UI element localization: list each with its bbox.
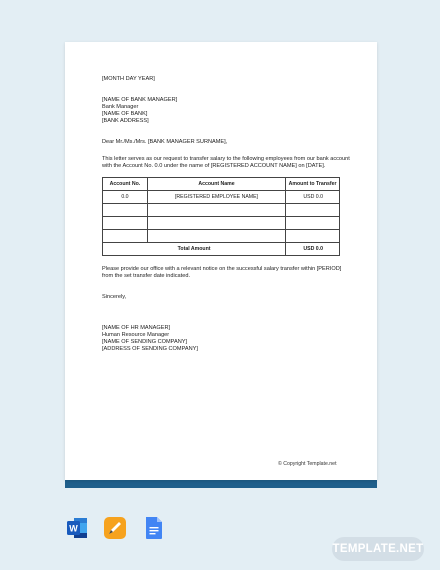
table-cell bbox=[286, 230, 340, 243]
table-cell: 0.0 bbox=[103, 191, 148, 204]
recipient-block bbox=[102, 97, 340, 125]
table-cell bbox=[286, 217, 340, 230]
closing-line: from the set transfer date indicated. bbox=[102, 273, 190, 279]
word-icon[interactable] bbox=[66, 516, 88, 545]
column-header: Account Name bbox=[147, 178, 285, 191]
sender-block bbox=[102, 325, 340, 353]
table-row bbox=[103, 191, 340, 204]
table-cell bbox=[147, 204, 285, 217]
recipient-line: [BANK ADDRESS] bbox=[102, 118, 149, 124]
table-row bbox=[103, 204, 340, 217]
letter-date: [MONTH DAY YEAR] bbox=[102, 76, 155, 82]
table-row bbox=[103, 217, 340, 230]
column-header: Amount to Transfer bbox=[286, 178, 340, 191]
table-cell bbox=[147, 217, 285, 230]
pages-icon[interactable] bbox=[103, 516, 127, 545]
table-cell bbox=[103, 217, 148, 230]
recipient-line: [NAME OF BANK MANAGER] bbox=[102, 97, 178, 103]
table-total-row bbox=[103, 243, 340, 256]
signoff: Sincerely, bbox=[102, 294, 127, 300]
brand-badge[interactable]: TEMPLATE.NET bbox=[332, 537, 424, 561]
body-line: with the Account No. 0.0 under the name of [REGISTERED ACCOUNT NAME] on [DATE]. bbox=[102, 163, 326, 169]
sender-line: Human Resource Manager bbox=[102, 332, 170, 338]
recipient-line: Bank Manager bbox=[102, 104, 139, 110]
total-value: USD 0.0 bbox=[286, 243, 340, 256]
recipient-line: [NAME OF BANK] bbox=[102, 111, 148, 117]
table-cell: USD 0.0 bbox=[286, 191, 340, 204]
table-header-row bbox=[103, 178, 340, 191]
table-row bbox=[103, 230, 340, 243]
body-line: This letter serves as our request to transfer salary to the following employees from our bank account bbox=[102, 156, 350, 162]
table-cell bbox=[103, 230, 148, 243]
closing-line: Please provide our office with a relevant notice on the successful salary transfer within [PERIOD] bbox=[102, 266, 342, 272]
total-label: Total Amount bbox=[103, 243, 286, 256]
letter-content bbox=[102, 76, 350, 353]
svg-text:W: W bbox=[69, 523, 78, 534]
transfer-table bbox=[102, 177, 340, 256]
table-cell bbox=[147, 230, 285, 243]
copyright-text: © Copyright Template.net bbox=[278, 461, 337, 467]
sender-line: [NAME OF SENDING COMPANY] bbox=[102, 339, 188, 345]
sender-line: [NAME OF HR MANAGER] bbox=[102, 325, 171, 331]
column-header: Account No. bbox=[103, 178, 148, 191]
google-docs-icon[interactable] bbox=[145, 516, 163, 545]
table-cell: [REGISTERED EMPLOYEE NAME] bbox=[147, 191, 285, 204]
table-cell bbox=[286, 204, 340, 217]
salutation: Dear Mr./Ms./Mrs. [BANK MANAGER SURNAME], bbox=[102, 139, 228, 145]
table-cell bbox=[103, 204, 148, 217]
sender-line: [ADDRESS OF SENDING COMPANY] bbox=[102, 346, 198, 352]
